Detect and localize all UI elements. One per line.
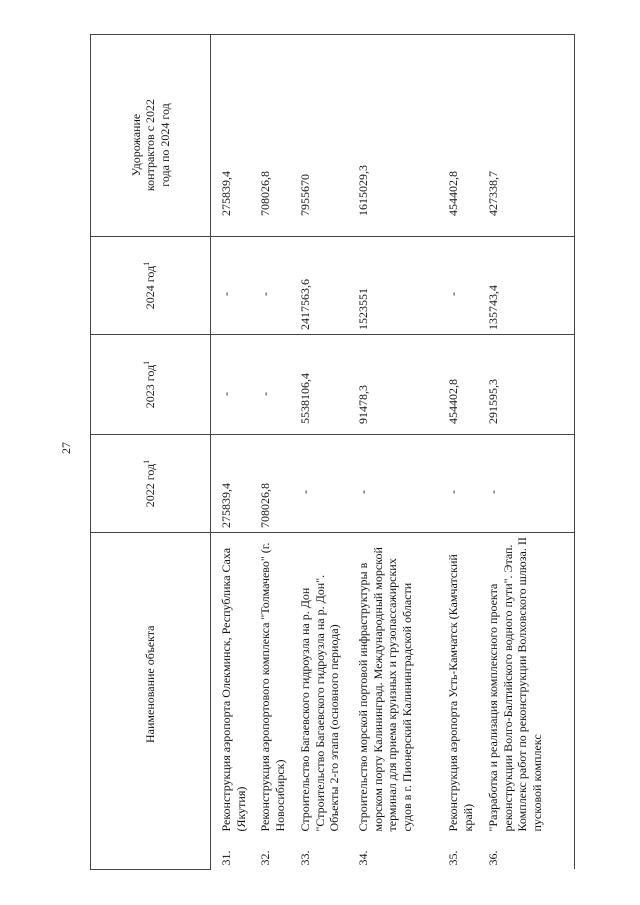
row-increase: 454402,8: [442, 35, 482, 237]
table-row: [482, 35, 575, 870]
table-header-row: [91, 35, 211, 870]
row-increase: 427338,7: [482, 35, 575, 237]
row-name: Строительство Багаевского гидроузла на р. Дон "Строительство Багаевского гидроузла на р. Дон". Объекты 2-го этапа (основного периода): [298, 574, 341, 832]
header-num: [91, 836, 211, 870]
row-2023: -: [211, 335, 255, 435]
row-2024: -: [254, 237, 294, 335]
header-name: Наименование объекта: [91, 533, 211, 836]
table-row: [352, 35, 442, 870]
row-increase: 275839,4: [211, 35, 255, 237]
row-2023: 91478,3: [352, 335, 442, 435]
row-num: 34.: [356, 850, 370, 866]
row-2024: 1523551: [352, 237, 442, 335]
row-name: Реконструкция аэропортового комплекса "Толмачево" (г. Новосибирск): [258, 542, 287, 832]
table-row: [442, 35, 482, 870]
row-2023: 291595,3: [482, 335, 575, 435]
row-2024: -: [442, 237, 482, 335]
header-2024: 2024 год$^1$: [91, 237, 211, 335]
row-num: 33.: [298, 850, 312, 866]
table-row: [254, 35, 294, 870]
row-increase: 7955670: [294, 35, 352, 237]
table-row: [294, 35, 352, 870]
row-2024: 135743,4: [482, 237, 575, 335]
row-name: "Разработка и реализация комплексного проекта реконструкции Волго-Балтийского водного пути". Этап. Комплекс работ по реконструкции Волховского шлюза. II пусковой комплекс: [482, 533, 575, 836]
row-2022: -: [352, 435, 442, 533]
table-row: [211, 35, 255, 870]
row-2022: -: [294, 435, 352, 533]
header-2023: 2023 год$^1$: [91, 335, 211, 435]
row-num: 36.: [482, 836, 575, 870]
row-increase: 708026,8: [254, 35, 294, 237]
row-2023: 454402,8: [442, 335, 482, 435]
row-name: Реконструкция аэропорта Усть-Камчатск (Камчатский край): [446, 554, 475, 832]
rotated-landscape-page: [55, 35, 575, 870]
row-num: 31.: [219, 850, 233, 866]
header-2022: 2022 год$^1$: [91, 435, 211, 533]
row-name: Реконструкция аэропорта Олекминск, Республика Саха (Якутия): [219, 547, 248, 832]
row-2024: 2417563,6: [294, 237, 352, 335]
row-num: 35.: [446, 850, 460, 866]
row-2024: -: [211, 237, 255, 335]
row-increase: 1615029,3: [352, 35, 442, 237]
header-increase: Удорожание контрактов с 2022 года по 2024 год: [91, 35, 211, 237]
row-2023: -: [254, 335, 294, 435]
row-2023: 5538106,4: [294, 335, 352, 435]
row-name: Строительство морской портовой инфраструктуры в морском порту Калининград. Международный морской терминал для приема круизных и грузопассажирских судов в г. Пионерский Калининградской области: [356, 547, 414, 832]
projects-cost-table: [90, 34, 575, 870]
page-number: 27: [59, 442, 73, 454]
row-2022: -: [442, 435, 482, 533]
row-2022: -: [482, 435, 575, 533]
row-2022: 275839,4: [211, 435, 255, 533]
row-num: 32.: [258, 850, 272, 866]
row-2022: 708026,8: [254, 435, 294, 533]
